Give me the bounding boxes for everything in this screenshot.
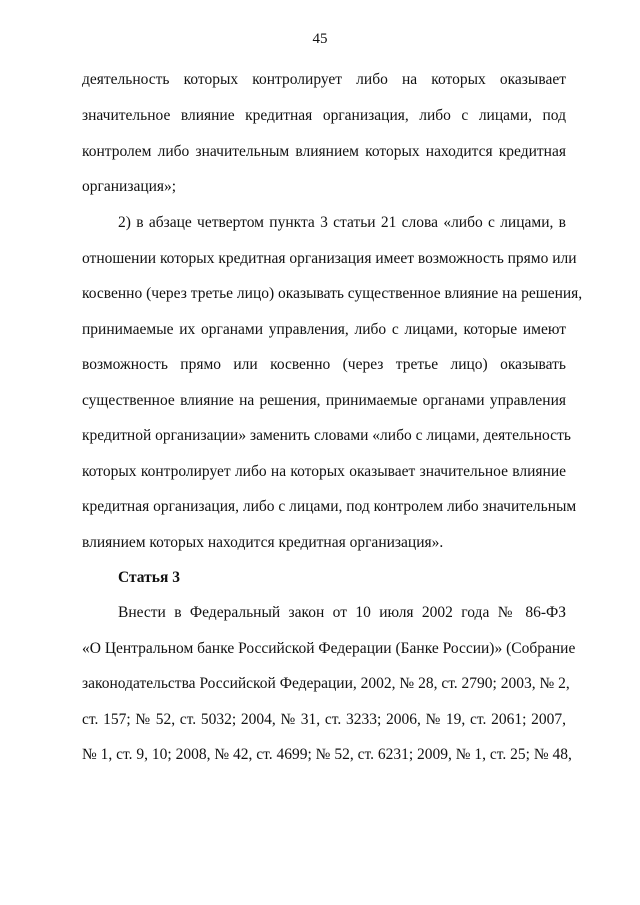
text-line: существенное влияние на решения, принимаемые органами управления xyxy=(82,392,566,409)
text-line: отношении которых кредитная организация имеет возможность прямо или xyxy=(82,250,577,267)
text-line: ст. 157; № 52, ст. 5032; 2004, № 31, ст. 3233; 2006, № 19, ст. 2061; 2007, xyxy=(82,711,566,728)
text-line: которых контролирует либо на которых оказывает значительное влияние xyxy=(82,463,566,480)
text-line: влиянием которых находится кредитная организация». xyxy=(82,534,444,551)
text-line: кредитной организации» заменить словами «либо с лицами, деятельность xyxy=(82,427,571,444)
page-number: 45 xyxy=(312,31,328,47)
text-line: законодательства Российской Федерации, 2002, № 28, ст. 2790; 2003, № 2, xyxy=(82,675,570,692)
text-line: принимаемые их органами управления, либо с лицами, которые имеют xyxy=(82,321,566,338)
text-line: Внести в Федеральный закон от 10 июля 2002 года № 86-ФЗ xyxy=(118,604,566,621)
text-line: деятельность которых контролирует либо на которых оказывает xyxy=(82,71,566,88)
text-line: косвенно (через третье лицо) оказывать существенное влияние на решения, xyxy=(82,285,583,302)
text-line: контролем либо значительным влиянием которых находится кредитная xyxy=(82,143,566,160)
text-line: значительное влияние кредитная организация, либо с лицами, под xyxy=(82,107,566,124)
article-heading: Статья 3 xyxy=(118,569,180,586)
text-line: возможность прямо или косвенно (через третье лицо) оказывать xyxy=(82,356,566,373)
text-line: «О Центральном банке Российской Федерации (Банке России)» (Собрание xyxy=(82,640,576,657)
text-line: организация»; xyxy=(82,178,177,195)
text-line: кредитная организация, либо с лицами, под контролем либо значительным xyxy=(82,498,577,515)
text-line: 2) в абзаце четвертом пункта 3 статьи 21 слова «либо с лицами, в xyxy=(118,214,566,231)
text-line: № 1, ст. 9, 10; 2008, № 42, ст. 4699; № 52, ст. 6231; 2009, № 1, ст. 25; № 48, xyxy=(82,746,572,763)
